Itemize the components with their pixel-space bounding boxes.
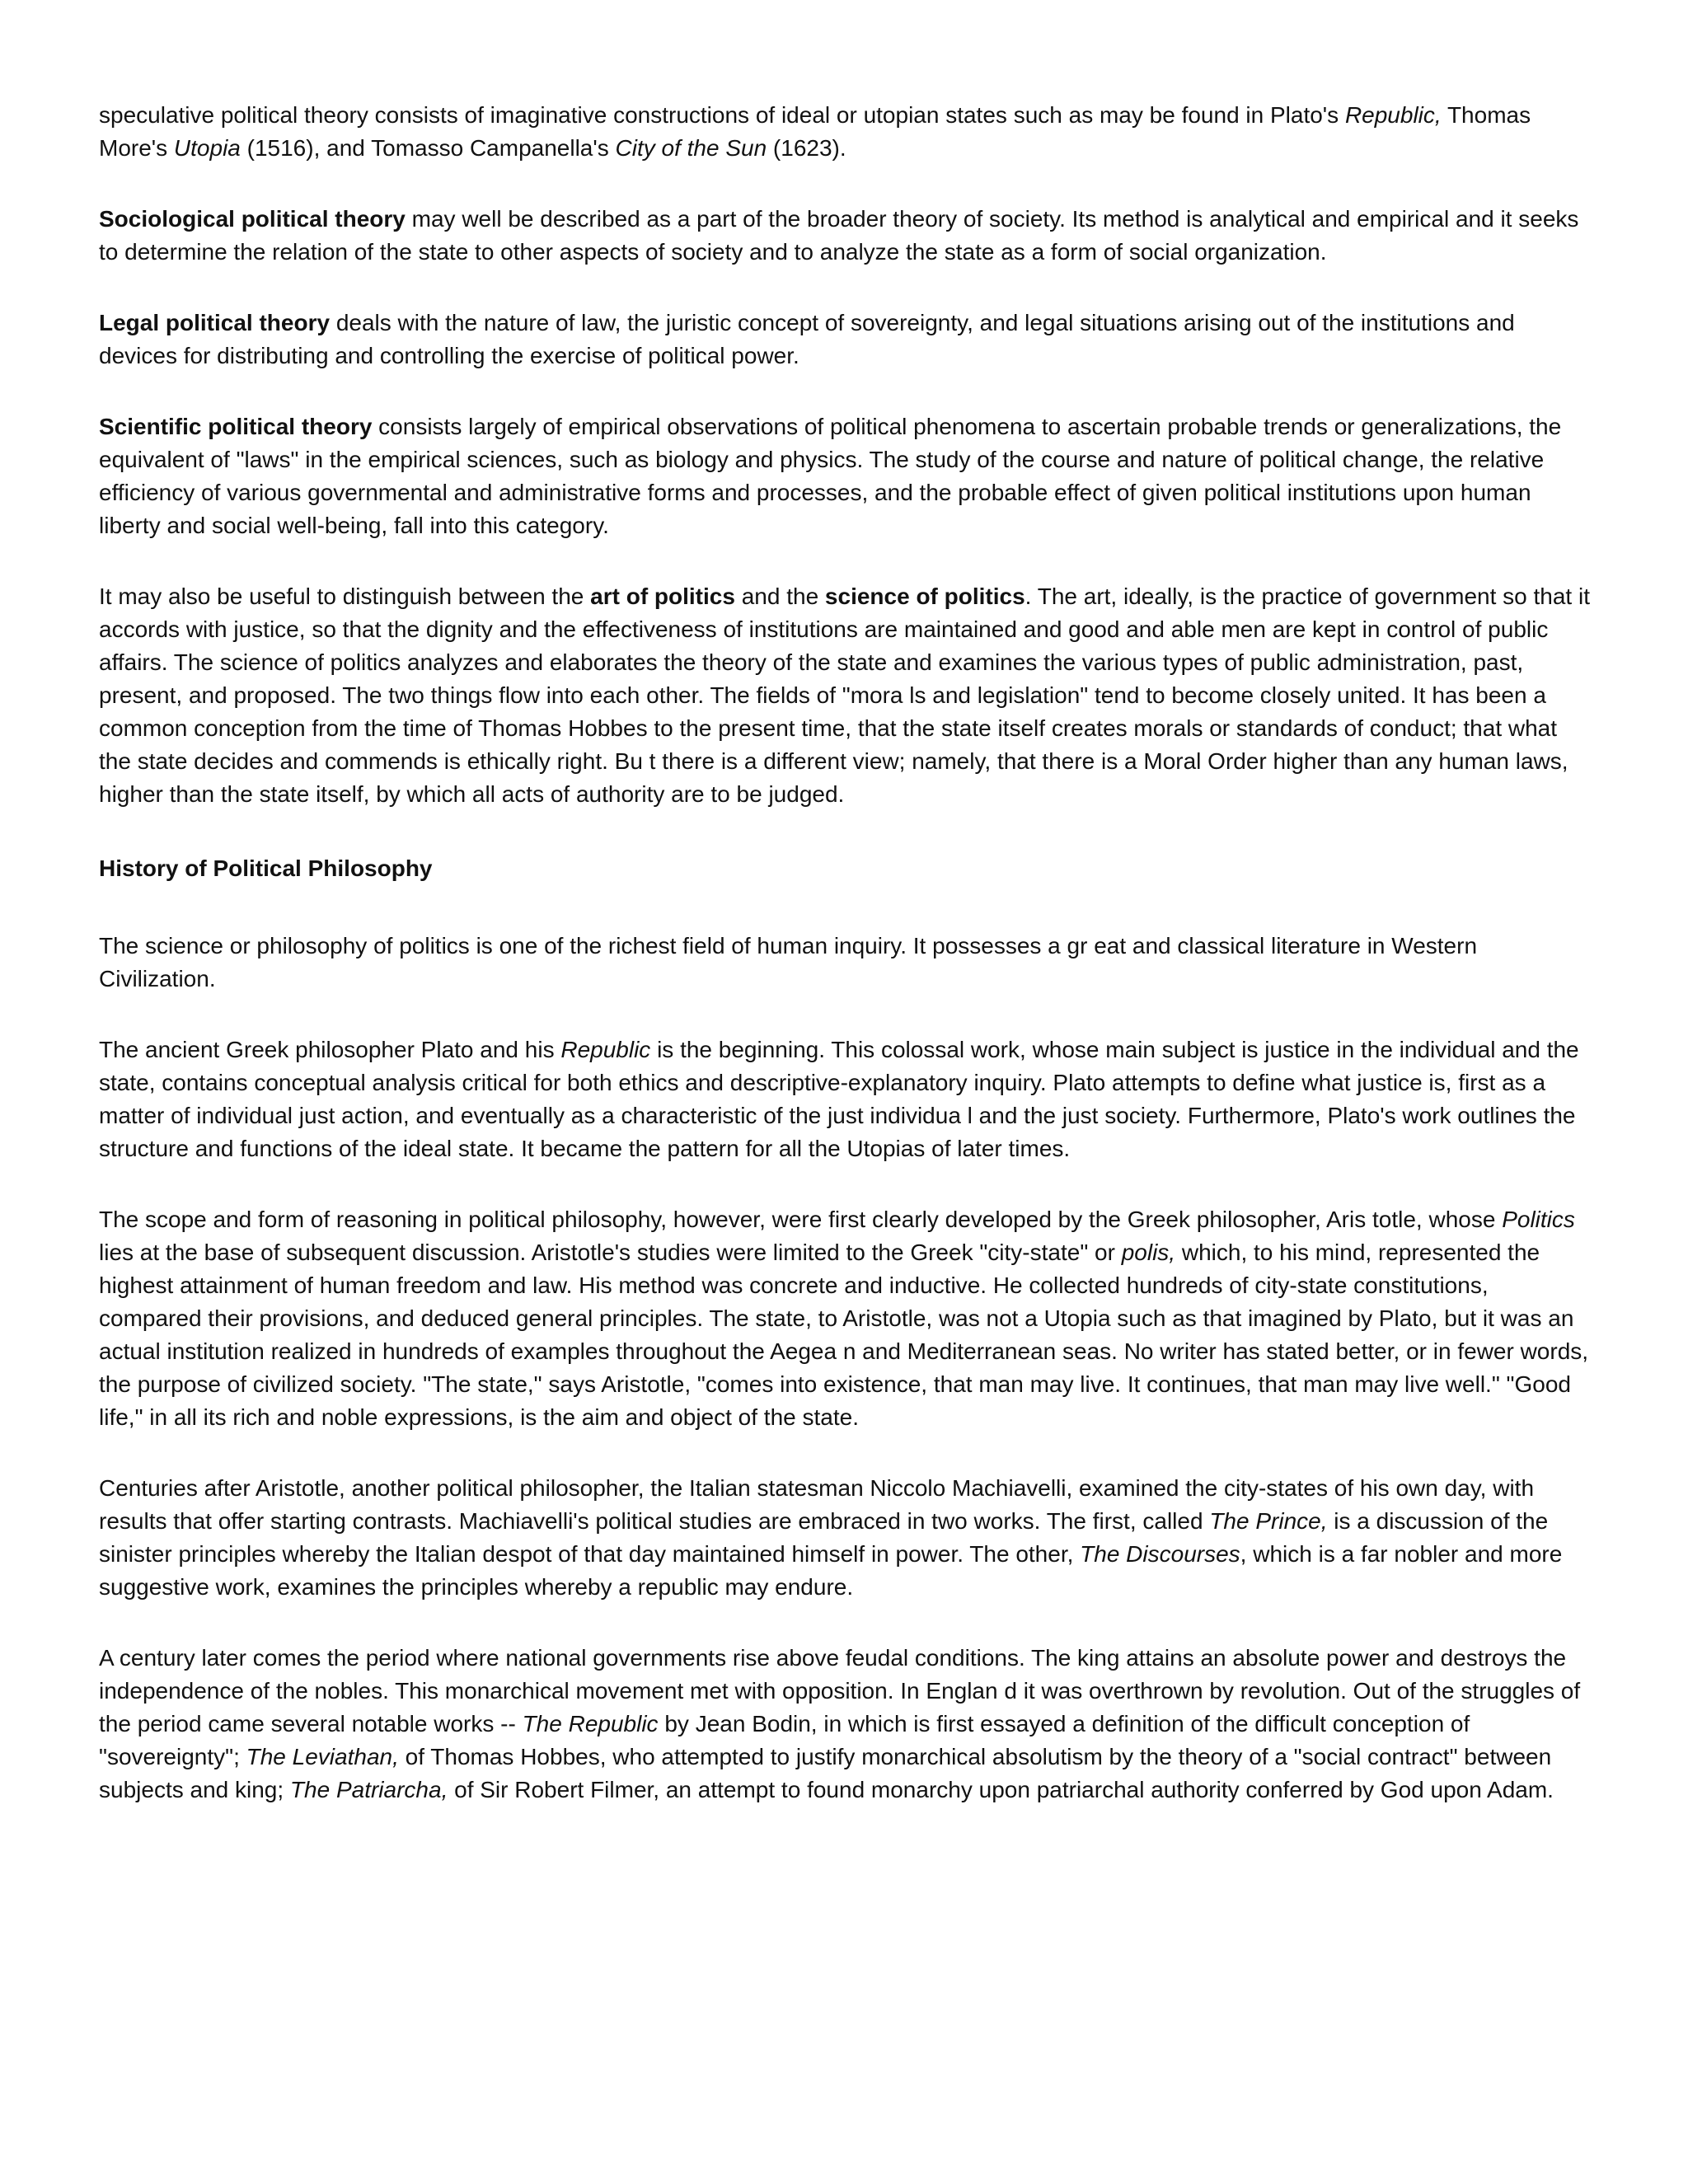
text-run: Centuries after Aristotle, another political philosopher, the Italian statesman Niccolo Machiavelli, examined the city-states of his own day, with results that offer starting contrasts. Machiavelli's political studies are embraced in two works. The first, called [99, 1475, 1535, 1534]
paragraph-scientific-theory [99, 410, 1591, 542]
text-run: Thomas More's [99, 102, 1531, 161]
text-run: lies at the base of subsequent discussion. Aristotle's studies were limited to the Greek "city-state" or [99, 1240, 1122, 1265]
text-run: is a discussion of the sinister principles whereby the Italian despot of that day maintained himself in power. The other, [99, 1508, 1549, 1567]
text-run: speculative political theory consists of imaginative constructions of ideal or utopian states such as may be found in Plato's [99, 102, 1345, 128]
bold-term-scientific: Scientific political theory [99, 414, 373, 439]
italic-title-the-discourses: The Discourses [1080, 1541, 1240, 1567]
paragraph-speculative-theory [99, 99, 1591, 165]
paragraph-aristotle [99, 1203, 1591, 1434]
paragraph-sociological-theory [99, 203, 1591, 269]
paragraph-plato [99, 1033, 1591, 1165]
bold-term-science-of-politics: science of politics [824, 583, 1025, 609]
document-page [99, 99, 1591, 1844]
text-run: (1623). [767, 135, 846, 161]
paragraph-art-science-politics [99, 580, 1591, 811]
text-run: The ancient Greek philosopher Plato and his [99, 1037, 561, 1062]
text-run: is the beginning. This colossal work, whose main subject is justice in the individual and the state, contains conceptual analysis critical for both ethics and descriptive-explanatory inquiry. Plato attempts to define what justice is, first as a matter of individual just action, and eventually as a characteristic of the just individua l and the just society. Furthermore, Plato's work outlines the structure and functions of the ideal state. It became the pattern for all the Utopias of later times. [99, 1037, 1579, 1161]
text-run: , which is a far nobler and more suggestive work, examines the principles whereby a republic may endure. [99, 1541, 1563, 1600]
bold-term-sociological: Sociological political theory [99, 206, 406, 232]
italic-title-the-leviathan: The Leviathan, [246, 1744, 399, 1769]
paragraph-machiavelli [99, 1472, 1591, 1604]
text-run: of Thomas Hobbes, who attempted to justify monarchical absolutism by the theory of a "social contract" between subjects and king; [99, 1744, 1552, 1802]
italic-title-the-republic: The Republic [522, 1711, 659, 1736]
bold-term-legal: Legal political theory [99, 310, 331, 335]
italic-title-utopia: Utopia [173, 135, 241, 161]
text-run: . The art, ideally, is the practice of government so that it accords with justice, so that the dignity and the effectiveness of institutions are maintained and good and able men are kept in control of public affairs. The science of politics analyzes and elaborates the theory of the state and examines the various types of public administration, past, present, and proposed. The two things flow into each other. The fields of "mora ls and legislation" tend to become closely united. It has been a common conception from the time of Thomas Hobbes to the present time, that the state itself creates morals or standards of conduct; that what the state decides and commends is ethically right. Bu t there is a different view; namely, that there is a Moral Order higher than any human laws, higher than the state itself, by which all acts of authority are to be judged. [99, 583, 1590, 807]
italic-term-polis: polis, [1121, 1240, 1176, 1265]
text-run: The scope and form of reasoning in political philosophy, however, were first clearly developed by the Greek philosopher, Aris totle, whose [99, 1207, 1503, 1232]
italic-title-the-patriarcha: The Patriarcha, [289, 1777, 448, 1802]
text-run: A century later comes the period where national governments rise above feudal conditions. The king attains an absolute power and destroys the independence of the nobles. This monarchical movement met with opposition. In Englan d it was overthrown by revolution. Out of the struggles of the period came several notable works -- [99, 1645, 1581, 1736]
bold-term-art-of-politics: art of politics [590, 583, 735, 609]
text-run: (1516), and Tomasso Campanella's [240, 135, 616, 161]
text-run: which, to his mind, represented the highest attainment of human freedom and law. His method was concrete and inductive. He collected hundreds of city-state constitutions, compared their provisions, and deduced general principles. The state, to Aristotle, was not a Utopia such as that imagined by Plato, but it was an actual institution realized in hundreds of examples throughout the Aegea n and Mediterranean seas. No writer has stated better, or in fewer words, the purpose of civilized society. "The state," says Aristotle, "comes into existence, that man may live. It continues, that man may live well." "Good life," in all its rich and noble expressions, is the aim and object of the state. [99, 1240, 1589, 1430]
text-run: of Sir Robert Filmer, an attempt to found monarchy upon patriarchal authority conferred by God upon Adam. [448, 1777, 1554, 1802]
text-run: by Jean Bodin, in which is first essayed a definition of the difficult conception of "sovereignty"; [99, 1711, 1470, 1769]
italic-title-the-prince: The Prince, [1209, 1508, 1328, 1534]
italic-title-republic: Republic [560, 1037, 651, 1062]
text-run: deals with the nature of law, the juristic concept of sovereignty, and legal situations arising out of the institutions and devices for distributing and controlling the exercise of political power. [99, 310, 1515, 368]
italic-title-politics: Politics [1502, 1207, 1575, 1232]
text-run: may well be described as a part of the broader theory of society. Its method is analytical and empirical and it seeks to determine the relation of the state to other aspects of society and to analyze the state as a form of social organization. [99, 206, 1579, 265]
section-heading: History of Political Philosophy [99, 855, 433, 881]
text-run: It may also be useful to distinguish between the [99, 583, 591, 609]
text-run: consists largely of empirical observations of political phenomena to ascertain probable trends or generalizations, the equivalent of "laws" in the empirical sciences, such as biology and physics. The study of the course and nature of political change, the relative efficiency of various governmental and administrative forms and processes, and the probable effect of given political institutions upon human liberty and social well-being, fall into this category. [99, 414, 1562, 538]
text-run: and the [734, 583, 825, 609]
italic-title-city-of-the-sun: City of the Sun [615, 135, 767, 161]
paragraph-national-governments [99, 1642, 1591, 1807]
italic-title-republic: Republic, [1344, 102, 1442, 128]
paragraph-richest-field: The science or philosophy of politics is one of the richest field of human inquiry. It possesses a gr eat and classical literature in Western Civilization. [99, 933, 1478, 991]
paragraph-legal-theory [99, 307, 1591, 373]
